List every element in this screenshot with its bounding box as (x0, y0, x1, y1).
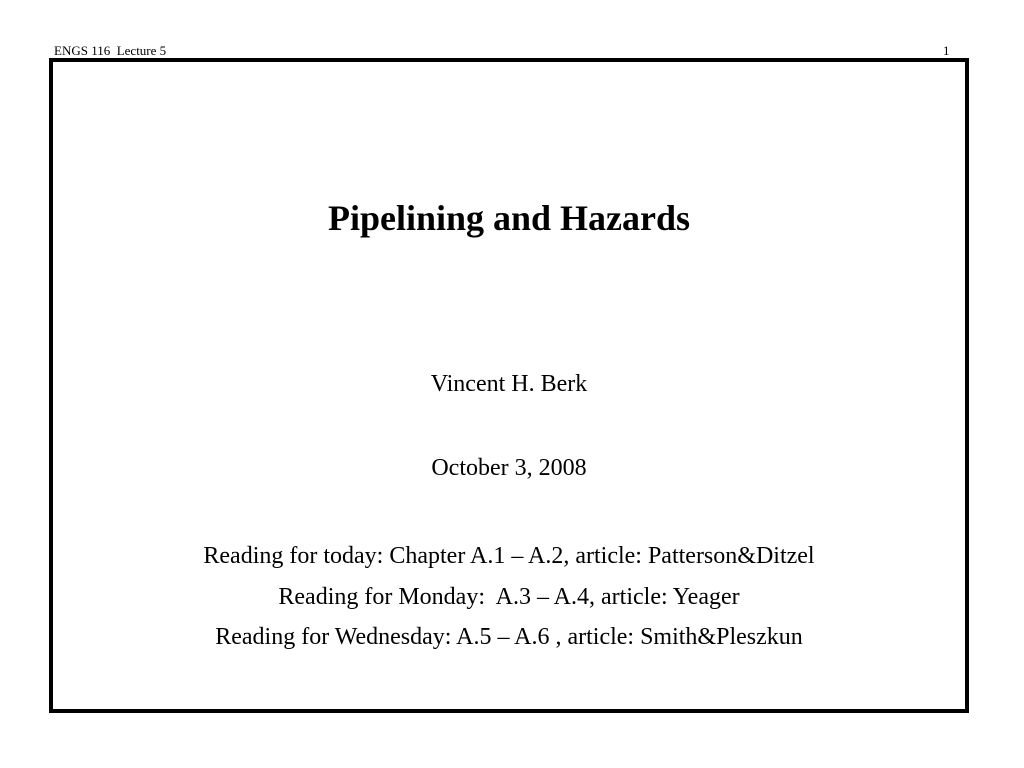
reading-item-monday: Reading for Monday: A.3 – A.4, article: Yeager (278, 583, 740, 610)
author-name: Vincent H. Berk (430, 371, 588, 397)
reading-item-today: Reading for today: Chapter A.1 – A.2, article: Patterson&Ditzel (203, 543, 815, 569)
slide-frame (49, 58, 969, 713)
slide-title: Pipelining and Hazards (327, 198, 691, 238)
reading-item-wednesday: Reading for Wednesday: A.5 – A.6 , article: Smith&Pleszkun (215, 624, 803, 650)
course-header: ENGS 116 Lecture 5 (54, 43, 167, 58)
page-number: 1 (943, 43, 950, 58)
lecture-date: October 3, 2008 (431, 455, 587, 481)
reading-list (53, 536, 965, 658)
